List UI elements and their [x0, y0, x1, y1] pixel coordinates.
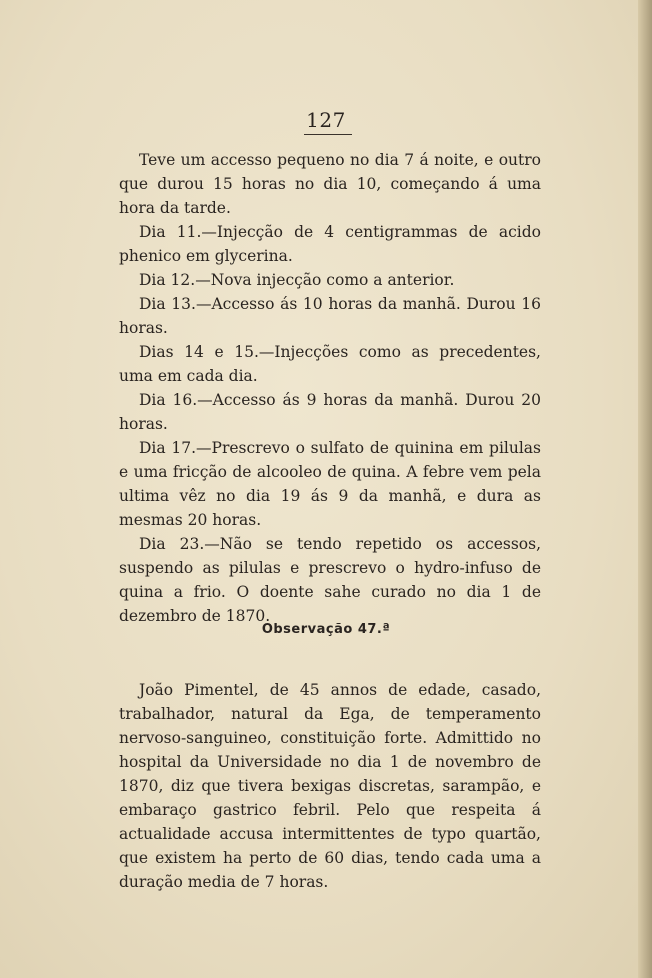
paragraph: Dia 17.—Prescrevo o sulfato de quinina em pilulas e uma fricção de alcooleo de quina. A febre vem pela ultima vêz no dia 19 ás 9 da manhã, e dura as mesmas 20 horas.	[119, 439, 541, 529]
paragraph: Dia 23.—Não se tendo repetido os accessos, suspendo as pilulas e prescrevo o hydro-infuso de quina a frio. O doente sahe curado no dia 1 de dezembro de 1870.	[119, 535, 541, 625]
page-number: 127	[306, 108, 346, 132]
paragraph: João Pimentel, de 45 annos de edade, casado, trabalhador, natural da Ega, de temperamento nervoso-sanguineo, constituição forte. Admittido no hospital da Universidade no dia 1 de novembro de 1870, diz que tivera bexigas discretas, sarampão, e embaraço gastrico febril. Pelo que respeita á actualidade accusa intermittentes de typo quartão, que existem ha perto de 60 dias, tendo cada uma a duração media de 7 horas.	[119, 681, 541, 891]
paragraph: Dia 16.—Accesso ás 9 horas da manhã. Durou 20 horas.	[119, 391, 541, 433]
paragraph: Dia 12.—Nova injecção como a anterior.	[139, 271, 455, 289]
paragraph: Dia 13.—Accesso ás 10 horas da manhã. Durou 16 horas.	[119, 295, 541, 337]
section-heading: Observação 47.ª	[261, 622, 391, 637]
page-edge-shadow	[638, 0, 652, 978]
observation-text	[119, 678, 541, 894]
case-notes	[119, 148, 541, 628]
paragraph: Dias 14 e 15.—Injecções como as precedentes, uma em cada dia.	[119, 343, 541, 385]
paragraph: Teve um accesso pequeno no dia 7 á noite, e outro que durou 15 horas no dia 10, começando á uma hora da tarde.	[119, 151, 541, 217]
page-number-rule	[304, 134, 352, 135]
paragraph: Dia 11.—Injecção de 4 centigrammas de acido phenico em glycerina.	[119, 223, 541, 265]
